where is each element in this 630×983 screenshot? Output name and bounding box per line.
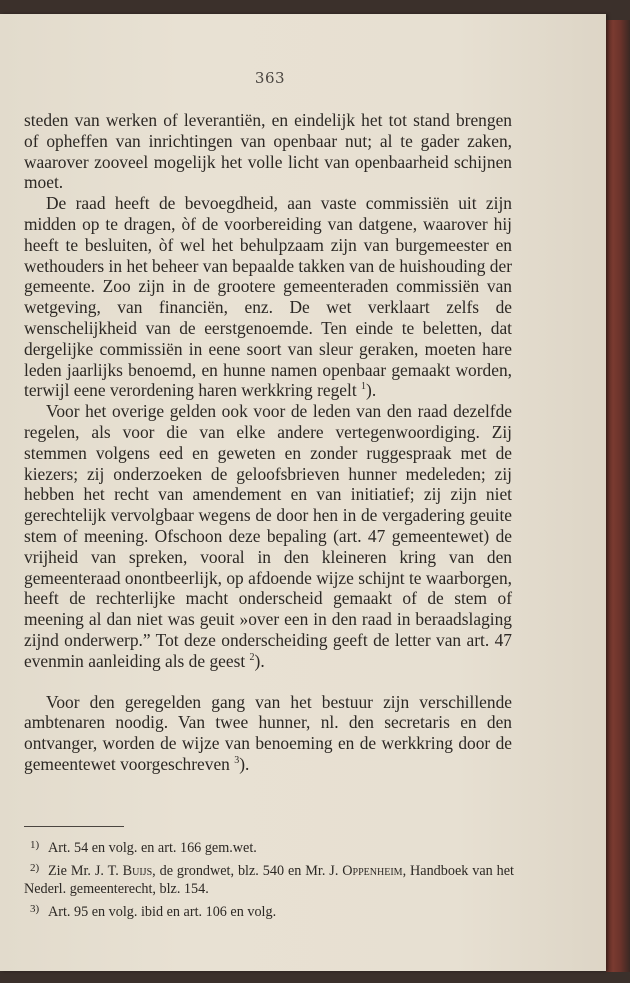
book-page-edge [606,20,630,972]
footnote-3 [24,900,514,922]
footnote-text: Art. 54 en volg. en art. 166 gem.wet. [48,840,257,856]
footnote-mark: 2) [30,861,40,874]
footnote-ref-3: 3 [234,755,240,767]
paragraph-3: Voor het overige gelden ook voor de leden van den raad dezelfde regelen, als voor die van elke andere vertegenwoordiging. Zij stemmen volgens eed en geweten en zonder ruggespraak met de kiezers; zij onderzoeken de geloofsbrieven hunner medeleden; zij hebben het recht van amendement en van initiatief; zij zijn niet gerechtelijk vervolgbaar wegens de door hen in de vergadering geuite stem of meening. Ofschoon deze bepaling (art. 47 gemeentewet) de vrijheid van spreken, vooral in den kleineren kring van den gemeenteraad onontbeerlijk, op afdoende wijze schijnt te waarborgen, heeft de rechterlijke macht onderscheid gemaakt of de stem of meening al dan niet was geuit »over een in den raad in beraadslaging zijnd onderwerp.” Tot deze onderscheiding geeft de letter van art. 47 evenmin aanleiding als de geest $^2$). [24,401,512,671]
footnote-mark: 1) [30,839,40,851]
page-number: 363 [254,69,286,87]
footnotes [24,836,514,922]
footnote-2: 2) Zie Mr. J. T. Buijs, de grondwet, blz. 540 en Mr. J. Oppenheim, Handboek van het Nederl. gemeenterecht, blz. 154. [24,859,514,899]
paragraph-2: De raad heeft de bevoegdheid, aan vaste commissiën uit zijn midden op te dragen, òf de voorbereiding van datgene, waarover hij heeft te besluiten, òf wel het behulpzaam zijn van burgemeester en wethouders in het beheer van bepaalde takken van de huishouding der gemeente. Zoo zijn in de grootere gemeenteraden commissiën van wetgeving, van financiën, enz. De wet verklaart zelfs de wenschelijkheid van de eerstgenoemde. Ten einde te beletten, dat dergelijke commissiën in eene soort van sleur geraken, moeten hare leden jaarlijks benoemd, en hunne namen openbaar gemaakt worden, terwijl eene verordening haren werkkring regelt $^1$). [24,193,512,401]
footnote-ref-2: 2 [249,651,255,663]
paragraph-1: steden van werken of leverantiën, en eindelijk het tot stand brengen of opheffen van inrichtingen van openbaar nut; al te gader zaken, waarover zooveel mogelijk het volle licht van openbaarheid schijnen moet. [24,110,512,193]
author-name: Oppenheim [342,862,403,879]
footnote-separator [24,826,124,827]
paragraph-4: Voor den geregelden gang van het bestuur zijn verschillende ambtenaren noodig. Van twee hunner, nl. den secretaris en den ontvanger, worden de wijze van benoeming en de werkkring door de gemeentewet voorgeschreven $^3$). [24,691,512,774]
author-name: Buijs [122,862,153,879]
footnote-mark: 3) [30,902,40,915]
footnote-1 [24,836,514,858]
book-page [0,14,606,971]
footnote-ref-1: 1 [361,381,367,393]
body-text [24,110,512,775]
footnote-text: Art. 95 en volg. ibid en art. 106 en volg. [48,903,277,920]
